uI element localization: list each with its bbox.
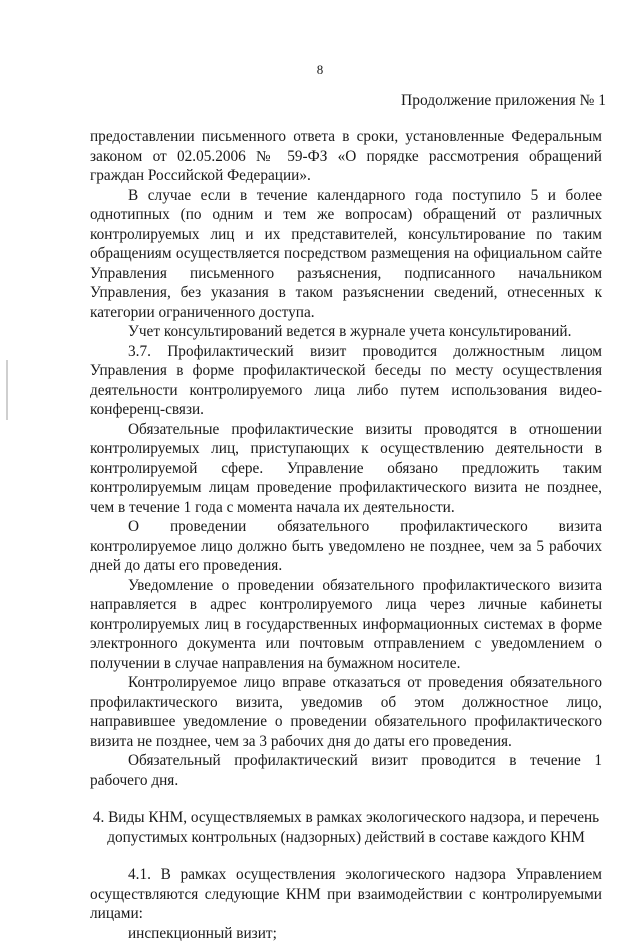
paragraph: предоставлении письменного ответа в сроки, установленные Федеральным законом от 02.05.2006 № 59-ФЗ «О порядке рассмотрения обращений граждан Российской Федерации». — [90, 127, 602, 186]
paragraph: Учет консультирований ведется в журнале учета консультирований. — [90, 322, 602, 342]
appendix-continuation-label: Продолжение приложения № 1 — [401, 92, 606, 110]
paragraph: Обязательный профилактический визит проводится в течение 1 рабочего дня. — [90, 751, 602, 790]
paragraph: Контролируемое лицо вправе отказаться от проведения обязательного профилактического визита, уведомив об этом должностное лицо, направившее уведомление о проведении обязательного профилактического визита не позднее, чем за 3 рабочих дня до даты его проведения. — [90, 673, 602, 751]
list-item: инспекционный визит; — [90, 924, 602, 943]
document-body — [90, 127, 602, 943]
scan-margin-mark — [6, 360, 8, 420]
paragraph: В случае если в течение календарного года поступило 5 и более однотипных (по одним и тем же вопросам) обращений от различных контролируемых лиц и их представителей, консультирование по таким обращениям осуществляется посредством размещения на официальном сайте Управления письменного разъяснения, подписанного начальником Управления, без указания в таком разъяснении сведений, отнесенных к категории ограниченного доступа. — [90, 186, 602, 323]
paragraph: Обязательные профилактические визиты проводятся в отношении контролируемых лиц, приступающих к осуществлению деятельности в контролируемой сфере. Управление обязано предложить таким контролируемым лицам проведение профилактического визита не позднее, чем в течение 1 года с момента начала их деятельности. — [90, 420, 602, 518]
paragraph: Уведомление о проведении обязательного профилактического визита направляется в адрес контролируемого лица через личные кабинеты контролируемых лиц в государственных информационных системах в форме электронного документа или почтовым отправлением с уведомлением о получении в случае направления на бумажном носителе. — [90, 576, 602, 674]
paragraph: 4.1. В рамках осуществления экологического надзора Управлением осуществляются следующие КНМ при взаимодействии с контролируемыми лицами: — [90, 865, 602, 924]
paragraph: 3.7. Профилактический визит проводится должностным лицом Управления в форме профилактической беседы по месту осуществления деятельности контролируемого лица либо путем использования видео-конференц-связи. — [90, 342, 602, 420]
page-number: 8 — [0, 62, 640, 78]
paragraph: О проведении обязательного профилактического визита контролируемое лицо должно быть уведомлено не позднее, чем за 5 рабочих дней до даты его проведения. — [90, 517, 602, 576]
section-heading: 4. Виды КНМ, осуществляемых в рамках экологического надзора, и перечень допустимых контрольных (надзорных) действий в составе каждого КНМ — [90, 808, 602, 847]
